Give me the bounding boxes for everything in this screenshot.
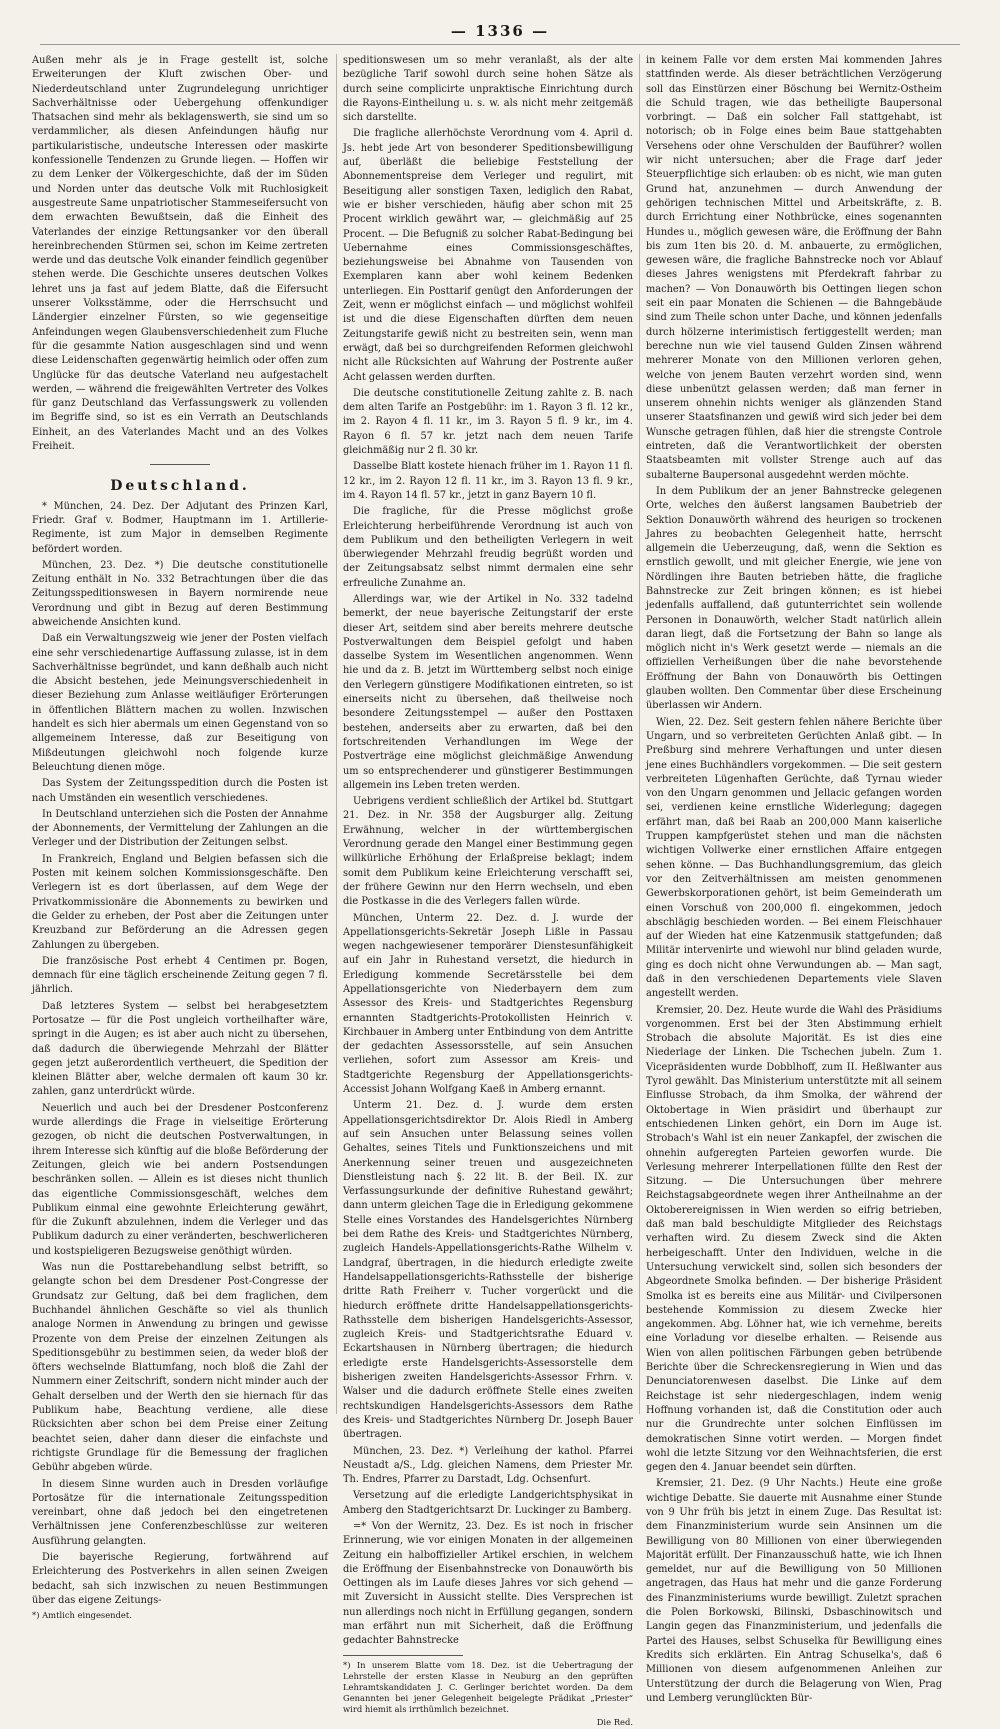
column-separator	[639, 54, 640, 1414]
article-paragraph: Außen mehr als je in Frage gestellt ist, solche Erweiterungen der Kluft zwischen Ober- und Niederdeutschland unter Zugrundelegung unrichtiger Sachverhältnisse oder Uebergehung offenkundiger Thatsachen sind mehr als beklagenswerth, sie sind um so verdammlicher, als diesen Anfeindungen häufig nur partikularistische, undeutsche Interessen oder maskirte konfessionelle Tendenzen zu Grunde liegen. — Hoffen wir zu dem Lenker der Völkergeschichte, daß der im Süden und Norden unter das deutsche Volk mit Ruchlosigkeit ausgestreute Same unpatriotischer Stammeseifersucht von dem erwachten Bewußtsein, daß die Einheit des Vaterlandes der einzige Rettungsanker vor den überall hereinbrechenden Stürmen sei, schon im Keime zertreten werde und das deutsche Volk einander feindlich gegenüber stehen werde. Die Geschichte unseres deutschen Volkes lehret uns ja fast auf jedem Blatte, daß die Eifersucht unserer Volksstämme, oder die Herrschsucht und Ländergier einzelner Fürsten, so wie gegenseitige Anfeindungen wegen Glaubensverschiedenheit zum Fluche für die gesammte Nation ausgeschlagen sind und wenn diese Leidenschaften gegenwärtig heimlich oder offen zum Unglücke für das deutsche Vaterland neu aufgestachelt werden, — während die freigewählten Vertreter des Volkes für ganz Deutschland das Verfassungswerk zu vollenden im Begriffe sind, so ist es ein Verrath an Deutschlands Einheit, an des Vaterlandes Macht und an des Volkes Freiheit.	[32, 55, 328, 453]
header-rule	[40, 44, 960, 45]
footnote-divider	[343, 1655, 463, 1656]
article-paragraph: Die bayerische Regierung, fortwährend auf Erleichterung des Postverkehrs in allen seinen Zweigen bedacht, sah sich inzwischen zu neuen Bestimmungen über das eigene Zeitungs-	[32, 1551, 328, 1606]
article-paragraph: In dem Publikum der an jener Bahnstrecke gelegenen Orte, welches den äußerst langsamen Baubetrieb der Sektion Donauwörth während des heurigen so trockenen Jahres zu beobachten Gelegenheit hatte, herrscht allgemein die Ueberzeugung, daß, wenn die Sektion es ernstlich gewollt, und mit gleicher Energie, wie jene von Nördlingen ihre Bauten betrieben hätte, die fragliche Bahnstrecke zur Zeit bringen können; es ist hiebei jedenfalls auffallend, daß gutunterrichtet sein wollende Personen in Donauwörth, welcher Stadt natürlich allein daran liegt, daß die Fortsetzung der Bahn so lange als möglich nicht in's Werk gesetzt werde — niemals an die offiziellen Verheißungen über die nahe bevorstehende Eröffnung der Bahn von Donauwörth bis Oettingen glauben wollten. Den Commentar über diese Erscheinung überlassen wir Andern.	[646, 485, 942, 712]
column-2	[343, 54, 633, 1727]
article-paragraph: Allerdings war, wie der Artikel in No. 332 tadelnd bemerkt, der neue bayerische Zeitungstarif der erste dieser Art, seitdem sind aber bereits mehrere deutsche Postverwaltungen dem Beispiel gefolgt und haben dasselbe System im Wesentlichen angenommen. Wenn hie und da z. B. jetzt im Württemberg selbst noch einige den Verlegern günstigere Modifikationen eintreten, so ist einerseits nicht zu übersehen, daß theilweise noch besondere Zeitungsstempel — außer den Posttaxen bestehen, anderseits aber zu erwarten, daß bei den fortschreitenden Verhandlungen im Wege der Postverträge eine möglichst gleichmäßige Anwendung um so entsprechenderer und günstigerer Bestimmungen allgemein ins Leben treten werden.	[343, 593, 633, 791]
article-paragraph: Kremsier, 21. Dez. (9 Uhr Nachts.) Heute eine große wichtige Debatte. Sie dauerte mit Ausnahme einer Stunde von 9 Uhr früh bis jetzt in einem Zuge. Das Resultat ist: dem Finanzministerium wurde sein Ansinnen um die Bewilligung von 80 Millionen von einer überwiegenden Majorität erfüllt. Der Finanzausschuß hatte, wie ich Ihnen gemeldet, nur auf die Bewilligung von 50 Millionen angetragen, das Haus hat mehr und die ganze Forderung des Finanzministeriums wurde bewilligt. Zuletzt sprachen die Polen Borkowski, Bilinski, Dsbaschinowitsch und Langin gegen das Finanzministerium, und jedenfalls die Partei des Hauses, selbst Schuselka für Bewilligung eines Kredits sich erklärten. Ein Antrag Schuselka's, daß 6 Millionen von diesem aufgenommenen Anleihen zur Unterstützung der durch die Belagerung von Wien, Prag und Lemberg verunglückten Bür-	[646, 1478, 942, 1704]
article-paragraph: Die fragliche, für die Presse möglichst große Erleichterung herbeiführende Verordnung ist auch von dem Publikum und den betheiligten Verlegern in weit überwiegender Mehrzahl freudig begrüßt worden und der Zeitungsabsatz selbst nimmt dermalen eine sehr erfreuliche Zunahme an.	[343, 506, 633, 589]
column-3	[646, 54, 942, 1704]
article-paragraph: München, 23. Dez. *) Die deutsche constitutionelle Zeitung enthält in No. 332 Betrachtungen über die das Zeitungsspeditionswesen in Bayern normirende neue Verordnung und gibt in Bezug auf deren Bestimmung abweichende Ansichten kund.	[32, 559, 328, 628]
footnote: *) Amtlich eingesendet.	[32, 1610, 132, 1621]
article-paragraph: Wien, 22. Dez. Seit gestern fehlen nähere Berichte über Ungarn, und so verbreiteten Gerüchten Anlaß gibt. — In Preßburg sind mehrere Verhaftungen und unter diesen jene eines Buchhändlers vorgekommen. — Die seit gestern verbreiteten Lügenhaften Gerüchte, daß Tyrnau wieder von den Ungarn genommen und Jellacic gefangen worden sei, verdienen keine ernstliche Widerlegung; dagegen erfährt man, daß bei Raab an 200,000 Mann kaiserliche Truppen kampfgerüstet stehen und man die nächsten wichtigen Vollwerke einer ernstlichen Affaire entgegen sehen könne. — Das Buchhandlungsgremium, das gleich vor den Zeitverhältnissen am meisten genommenen Gewerbskorporationen gehört, ist beim Gemeinderath um einen Vorschuß von 200,000 fl. eingekommen, jedoch abschlägig beschieden worden. — Bei einem Fleischhauer auf der Wieden hat eine Katzenmusik stattgefunden; daß Militär intervenirte und wiewohl nur blind geladen wurde, ging es doch nicht ohne Verwundungen ab. — Man sagt, daß in den verschiedenen Departements viele Slaven angestellt werden.	[646, 716, 942, 1000]
section-divider	[150, 464, 210, 465]
page-number: — 1336 —	[450, 22, 550, 40]
article-paragraph: * München, 24. Dez. Der Adjutant des Prinzen Karl, Friedr. Graf v. Bodmer, Hauptmann im 1. Artillerie-Regimente, ist zum Major in demselben Regimente befördert worden.	[32, 500, 328, 555]
article-paragraph: speditionswesen um so mehr veranlaßt, als der alte bezügliche Tarif sowohl durch seine hohen Sätze als durch seine complicirte unpraktische Einrichtung durch die Rayons-Eintheilung u. s. w. als nicht mehr zeitgemäß sich darstellte.	[343, 55, 633, 124]
article-paragraph: München, 23. Dez. *) Verleihung der kathol. Pfarrei Neustadt a/S., Ldg. gleichen Namens, dem Priester Mr. Th. Endres, Pfarrer zu Darstadt, Ldg. Ochsenfurt.	[343, 1445, 633, 1486]
column-separator	[336, 54, 337, 1414]
article-paragraph: Die fragliche allerhöchste Verordnung vom 4. April d. Js. hebt jede Art von besonderer Speditionsbewilligung auf, überläßt die beliebige Feststellung der Abonnementspreise dem Verleger und regulirt, mit Beseitigung aller sonstigen Taxen, lediglich den Rabat, wie er bisher verschieden, häufig aber schon mit 25 Procent wirklich gewährt war, — gleichmäßig auf 25 Procent. — Die Befugniß zu solcher Rabat-Bedingung bei Uebernahme eines Commissionsgeschäftes, beziehungsweise bei Abnahme von Tausenden von Exemplaren kann aber wohl keinem Bedenken unterliegen. Ein Posttarif genügt den Anforderungen der Zeit, wenn er möglichst einfach — und möglichst wohlfeil ist und die diese Eigenschaften dürften dem neuen Zeitungstarife gewiß nicht zu bestreiten sein, wenn man erwägt, daß bei so durchgreifenden Reformen gleichwohl nicht alle Rücksichten auf Wahrung der Postrente außer Acht gelassen werden durften.	[343, 128, 633, 383]
editor-signature: Die Red.	[596, 1716, 633, 1727]
article-paragraph: Daß letzteres System — selbst bei herabgesetztem Portosatze — für die Post ungleich vortheilhafter wäre, springt in die Augen; es ist aber auch nicht zu übersehen, daß dadurch die überwiegende Mehrzahl der Blätter gegen jetzt außerordentlich vertheuert, die Spedition der kleinen Blätter aber, welche dermalen oft kaum 30 kr. zahlen, ganz unterdrückt würde.	[32, 1000, 328, 1098]
article-paragraph: Uebrigens verdient schließlich der Artikel bd. Stuttgart 21. Dez. in Nr. 358 der Augsburger allg. Zeitung Erwähnung, welcher in der württembergischen Verordnung gerade den Mangel einer Bestimmung gegen willkürliche Erhöhung der Erlaßpreise beklagt; indem somit dem Publikum keine Erleichterung verschafft sei, der frühere Gewinn nur den Herrn wechseln, und eben die Postkasse in die des Verlegers fallen würde.	[343, 796, 633, 908]
article-paragraph: in keinem Falle vor dem ersten Mai kommenden Jahres stattfinden werde. Als dieser beträchtlichen Verzögerung soll das Einstürzen einer Böschung bei Wernitz-Ostheim die Schuld tragen, wie das betheiligte Baupersonal vorbringt. — Daß ein solcher Fall stattgehabt, ist notorisch; ob in Folge eines beim Baue stattgehabten Versehens oder ohne Verschulden der Bauführer? wollen wir nicht untersuchen; aber die Frage darf jeder Steuerpflichtige sich erlauben: ob es nicht, wie man guten Grund hat, anzunehmen — durch Anwendung der gehörigen technischen Mittel und Arbeitskräfte, z. B. durch Errichtung einer Nothbrücke, eines sogenannten Hundes u., möglich gewesen wäre, die Eröffnung der Bahn bis zum 1ten bis 20. d. M. anbauerte, zu ermöglichen, gewesen wäre, die fragliche Bahnstrecke noch vor Ablauf dieses Jahres wenigstens mit Pferdekraft fahrbar zu machen? — Von Donauwörth bis Oettingen liegen schon seit ein paar Monaten die Schienen — die Bahngebäude sind zum Theile schon unter Dache, und können jedenfalls durch hölzerne interimistisch fertiggestellt werden; man berechne nun wie viel tausend Gulden Zinsen während mehrerer Monate von den Millionen verloren gehen, welche von jenem Bauten verzehrt worden sind, wenn diese unbenützt gelassen werden; daß man ferner in unserem ohnehin nichts weniger als glänzenden Stand unserer Staatsfinanzen und gewiß wird sich jeder bei dem Wunsche getragen fühlen, daß hier die strengste Controle eintreten, daß die Verantwortlichkeit der obersten Staatsbeamten mit vollster Strenge auch auf das subalterne Baupersonal ausgedehnt werden möchte.	[646, 55, 942, 481]
article-paragraph: In diesem Sinne wurden auch in Dresden vorläufige Portosätze für die internationale Zeitungsspedition vereinbart, ohne daß jedoch bei den eingetretenen Verhältnissen jene Conferenzbeschlüsse zur weiteren Ausführung gelangten.	[32, 1478, 328, 1547]
article-paragraph: Daß ein Verwaltungszweig wie jener der Posten vielfach eine sehr verschiedenartige Auffassung zulasse, ist in dem Sachverhältnisse begründet, und kann deßhalb auch nicht die Absicht bestehen, jede Meinungsverschiedenheit in dieser Beziehung zum Anlasse weitläufiger Erörterungen in öffentlichen Blättern machen zu wollen. Inzwischen handelt es sich hier abermals um einen Gegenstand von so allgemeinem Interesse, daß zur Beseitigung von Mißdeutungen gleichwohl noch folgende kurze Beleuchtung dienen möge.	[32, 633, 328, 773]
section-title: Deutschland.	[110, 478, 250, 495]
article-paragraph: Neuerlich und auch bei der Dresdener Postconferenz wurde allerdings die Frage in vielseitige Erörterung gezogen, ob nicht die deutschen Postverwaltungen, in ihrem Interesse sich künftig auf die bloße Beförderung der Zeitungen, gleich wie bei andern Postsendungen beschränken sollen. — Allein es ist dieses nicht thunlich das eigentliche Commissionsgeschäft, welches dem Publikum einmal eine gewohnte Erleichterung gewährt, für die Zukunft abzulehnen, indem die Verleger und das Publikum dadurch zu einer veränderten, beschwerlicheren und kostspieligeren Bezugsweise genöthigt würden.	[32, 1102, 328, 1257]
footnote: *) In unserem Blatte vom 18. Dez. ist die Uebertragung der Lehrstelle der ersten Klasse in Neuburg an den geprüften Lehramtskandidaten J. C. Gerlinger berichtet worden. Da dem Genannten bei jener Gelegenheit beigelegte Prädikat „Priester“ wird hiemit als irrthümlich bezeichnet.	[343, 1659, 633, 1714]
article-paragraph: Die französische Post erhebt 4 Centimen pr. Bogen, demnach für eine täglich erscheinende Zeitung gegen 7 fl. jährlich.	[32, 955, 328, 996]
article-paragraph: =* Von der Wernitz, 23. Dez. Es ist noch in frischer Erinnerung, wie vor einigen Monaten in der allgemeinen Zeitung ein halboffizieller Artikel erschien, in welchem die Eröffnung der Eisenbahnstrecke von Donauwörth bis Oettingen als im Laufe dieses Jahres vor sich gehend — mit Zuversicht in Aussicht stellte. Dies Versprechen ist nun allerdings noch nicht in Erfüllung gegangen, sondern man erfährt nun mit Sicherheit, daß die Eröffnung gedachter Bahnstrecke	[343, 1520, 633, 1647]
article-paragraph: Kremsier, 20. Dez. Heute wurde die Wahl des Präsidiums vorgenommen. Erst bei der 3ten Abstimmung erhielt Strobach die absolute Majorität. Es ist dies eine Niederlage der Linken. Die Tschechen jubeln. Zum 1. Vicepräsidenten wurde Dobblhoff, zum II. Heßlwanter aus Tyrol gewählt. Das Ministerium unterstützte mit all seinem Einflusse Strobach, da ihm Smolka, der während der Oktobertage in Wien präsidirt und überhaupt zur entschiedenen Linken gehört, ein Dorn im Auge ist. Strobach's Wahl ist ein neuer Zankapfel, der zwischen die ohnehin aufgeregten Parteien geworfen wurde. Die Verlesung mehrerer Interpellationen füllte den Rest der Sitzung. — Die Untersuchungen über mehrere Reichstagsabgeordnete wegen ihrer Antheilnahme an der Oktoberereignissen in Wien werden so eifrig betrieben, daß man bald beschuldigte Mitglieder des Reichstags verhaften wird. Zu diesem Zweck sind die Akten herbeigeschafft. Unter den Individuen, welche in die Untersuchung verwickelt sind, sollen sich besonders der Abgeordnete Smolka befinden. — Der bisherige Präsident Smolka ist es bereits eine aus Militär- und Civilpersonen bestehende Kommission zu diesem Zwecke hier angekommen. Abg. Löhner hat, wie ich vernehme, bereits eine Vorladung vor dieselbe erhalten. — Reisende aus Wien von allen politischen Färbungen geben betrübende Berichte über die Schreckensregierung in Wien und das Denunciatorenwesen daselbst. Die Linke auf dem Reichstage ist sehr niedergeschlagen, indem wenig Hoffnung vorhanden ist, daß die Constitution oder auch nur die Grundrechte unter solchen Einflüssen im demokratischen Sinne votirt werden. — Morgen findet wohl die letzte Sitzung vor den Weihnachtsferien, die erst gegen den 4. Januar beendet sein dürften.	[646, 1004, 942, 1474]
article-paragraph: Die deutsche constitutionelle Zeitung zahlte z. B. nach dem alten Tarife an Postgebühr: im 1. Rayon 3 fl. 12 kr., im 2. Rayon 4 fl. 11 kr., im 3. Rayon 5 fl. 9 kr., im 4. Rayon 6 fl. 57 kr. jetzt nach dem neuen Tarife gleichmäßig nur 2 fl. 30 kr.	[343, 387, 633, 457]
article-paragraph: Das System der Zeitungsspedition durch die Posten ist nach Umständen ein wesentlich verschiedenes.	[32, 778, 328, 804]
article-paragraph: München, Unterm 22. Dez. d. J. wurde der Appellationsgerichts-Sekretär Joseph Lißle in Passau wegen nachgewiesener temporärer Dienstesunfähigkeit auf ein Jahr in Ruhestand versetzt, die hiedurch in Erledigung kommende Secretärsstelle bei dem Appellationsgerichte von Niederbayern dem zum Assessor des Kreis- und Stadtgerichtes Regensburg ernannten Stadtgerichts-Protokollisten Heinrich v. Kirchbauer in Amberg unter Entbindung von dem Antritte der gedachten Assessorsstelle, auf sein Ansuchen verliehen, sofort zum Assessor am Kreis- und Stadtgerichte Regensburg der Appellationsgerichts-Accessist Johann Wolfgang Kaeß in Amberg ernannt.	[343, 912, 633, 1096]
article-paragraph: In Deutschland unterziehen sich die Posten der Annahme der Abonnements, der Vermittelung der Zahlungen an die Verleger und der Distribution der Zeitungen selbst.	[32, 808, 328, 849]
article-paragraph: Was nun die Posttarebehandlung selbst betrifft, so gelangte schon bei dem Dresdener Post-Congresse der Grundsatz zur Geltung, daß bei dem fraglichen, dem Buchhandel ähnlichen Geschäfte so viel als thunlich analoge Normen in Anwendung zu bringen und gewisse Prozente von dem Preise der einzelnen Zeitungen als Speditionsgebühr zu bestimmen seien, da weder bloß der öfters wechselnde Blattumfang, noch bloß die Zahl der Nummern einer Zeitschrift, sondern nicht minder auch der Gehalt derselben und der Werth den sie hiernach für das Publikum habe, Beachtung verdiene, alle diese Rücksichten aber schon bei dem Preise einer Zeitung beachtet seien, daher dann dieser die einfachste und richtigste Grundlage für die Bemessung der fraglichen Gebühr abgeben würde.	[32, 1262, 328, 1474]
article-paragraph: In Frankreich, England und Belgien befassen sich die Posten mit keinem solchen Kommissionsgeschäfte. Den Verlegern ist es dort überlassen, auf dem Wege der Privatkommissionäre die Abonnements zu bewirken und die Gelder zu erheben, der Post aber die Zeitungen unter Kreuzband zur Beförderung an die Adressen gegen Zahlungen zu übergeben.	[32, 853, 328, 951]
article-paragraph: Versetzung auf die erledigte Landgerichtsphysikat in Amberg den Stadtgerichtsarzt Dr. Luckinger zu Bamberg.	[343, 1490, 633, 1516]
article-paragraph: Unterm 21. Dez. d. J. wurde dem ersten Appellationsgerichtsdirektor Dr. Alois Riedl in Amberg auf sein Ansuchen unter Belassung seines vollen Gehaltes, seines Titels und Funktionszeichens und mit Anerkennung seiner treuen und ausgezeichneten Dienstleistung nach §. 22 lit. B. der Beil. IX. zur Verfassungsurkunde der definitive Ruhestand gewährt; dann unterm gleichen Tage die in Erledigung gekommene Stelle eines Vorstandes des Handelsgerichtes Nürnberg bei dem Rathe des Kreis- und Stadtgerichtes Nürnberg, zugleich Handels-Appellationsgerichts-Rathe Wilhelm v. Landgraf, übertragen, in die hiedurch erledigte zweite Handelsappellationsgerichts-Rathsstelle der bisherige dritte Rath Freiherr v. Tucher vorgerückt und die hiedurch eröffnete dritte Handelsappellationsgerichts-Rathsstelle dem bisherigen Handelsgerichts-Assessor, zugleich Kreis- und Stadtgerichtsrathe Eduard v. Eckartshausen in Nürnberg übertragen; die hiedurch erledigte erste Handelsgerichts-Assessorstelle dem bisherigen zweiten Handelsgerichts-Assessor Frhrn. v. Walser und die dadurch eröffnete Stelle eines zweiten rechtskundigen Handelsgerichts-Assessors dem Rathe des Kreis- und Stadtgerichtes Nürnberg Dr. Joseph Bauer übertragen.	[343, 1100, 633, 1441]
column-1	[32, 54, 328, 1621]
article-paragraph: Dasselbe Blatt kostete hienach früher im 1. Rayon 11 fl. 12 kr., im 2. Rayon 12 fl. 11 kr., im 3. Rayon 13 fl. 9 kr., im 4. Rayon 14 fl. 57 kr., jetzt in ganz Bayern 10 fl.	[343, 461, 633, 501]
